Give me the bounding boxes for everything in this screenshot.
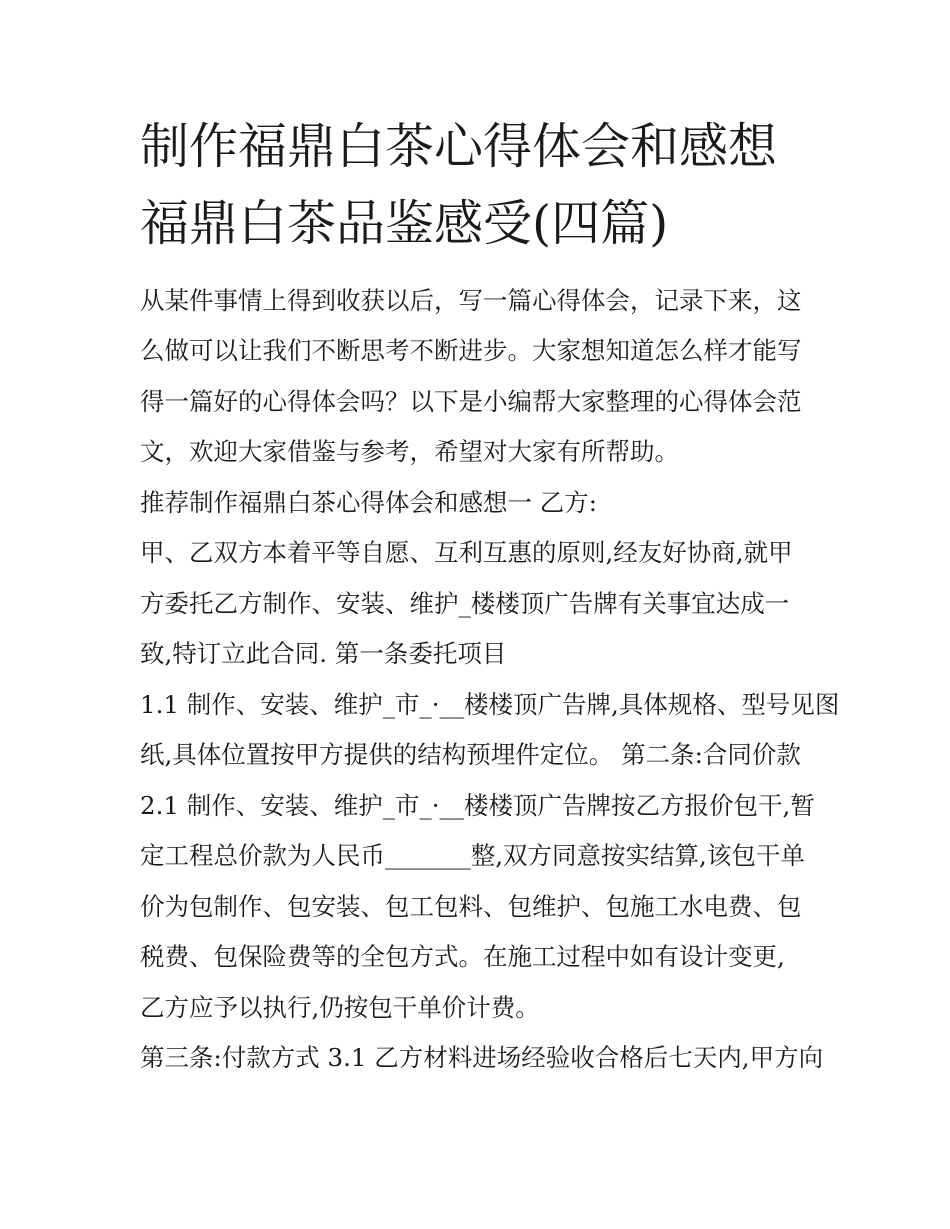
body-line-11: 2.1 制作、安装、维护_市_·__楼楼顶广告牌按乙方报价包干,暂	[140, 791, 815, 820]
body-line-13: 价为包制作、包安装、包工包料、包维护、包施工水电费、包	[140, 892, 802, 921]
body-line-16: 第三条:付款方式 3.1 乙方材料进场经验收合格后七天内,甲方向	[140, 1043, 824, 1072]
body-line-12: 定工程总价款为人民币_______整,双方同意按实结算,该包干单	[140, 841, 805, 870]
body-line-10: 纸,具体位置按甲方提供的结构预埋件定位。 第二条:合同价款	[140, 740, 801, 769]
body-line-9: 1.1 制作、安装、维护_市_·__楼楼顶广告牌,具体规格、型号见图	[140, 690, 840, 719]
body-line-6: 甲、乙双方本着平等自愿、互利互惠的原则,经友好协商,就甲	[140, 538, 793, 567]
body-line-5: 推荐制作福鼎白茶心得体会和感想一 乙方:	[140, 488, 598, 517]
body-line-8: 致,特订立此合同. 第一条委托项目	[140, 639, 507, 668]
body-line-2: 么做可以让我们不断思考不断进步。大家想知道怎么样才能写	[140, 336, 802, 365]
body-line-7: 方委托乙方制作、安装、维护_楼楼顶广告牌有关事宜达成一	[140, 589, 790, 618]
body-line-1: 从某件事情上得到收获以后，写一篇心得体会，记录下来，这	[140, 286, 802, 315]
body-line-4: 文，欢迎大家借鉴与参考，希望对大家有所帮助。	[140, 437, 679, 466]
document-title-line-2: 福鼎白茶品鉴感受(四篇)	[140, 195, 669, 252]
body-line-15: 乙方应予以执行,仍按包干单价计费。	[140, 993, 540, 1022]
body-line-3: 得一篇好的心得体会吗？以下是小编帮大家整理的心得体会范	[140, 387, 802, 416]
document-title-line-1: 制作福鼎白茶心得体会和感想	[140, 118, 778, 175]
body-line-14: 税费、包保险费等的全包方式。在施工过程中如有设计变更,	[140, 942, 785, 971]
